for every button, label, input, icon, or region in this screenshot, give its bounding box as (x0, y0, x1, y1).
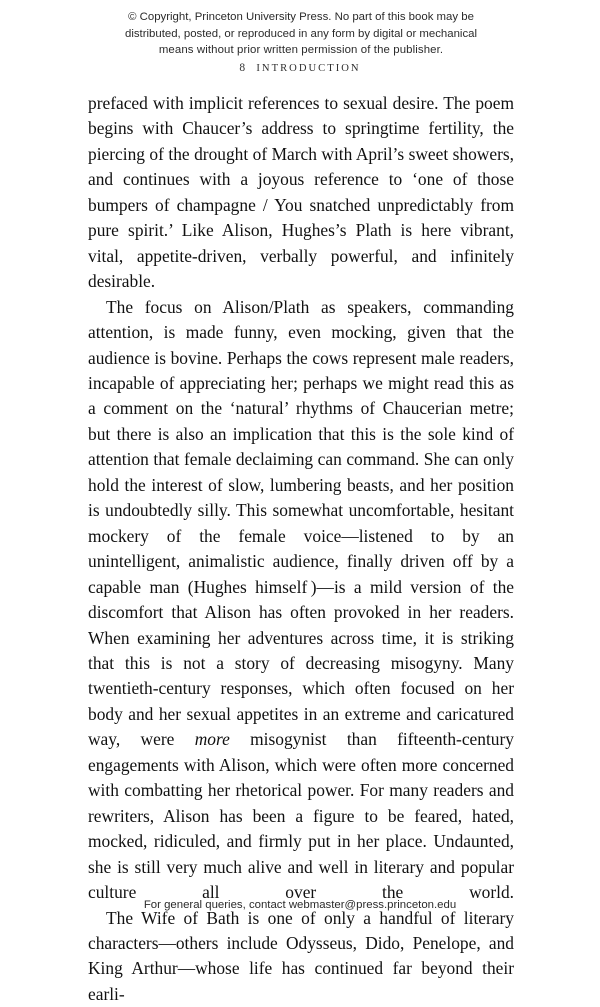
body-paragraph-1 (88, 91, 514, 295)
running-head-title: INTRODUCTION (256, 63, 360, 74)
copyright-notice-line-2: distributed, posted, or reproduced in any form by digital or mechanical (88, 26, 514, 43)
copyright-notice-line-1: © Copyright, Princeton University Press. No part of this book may be (88, 9, 514, 26)
page-number: 8 (239, 62, 245, 74)
paragraph-2-text-after-emphasis: misogynist than fifteenth-century engagements with Alison, which were often more concerned with combatting her rhetorical power. For many readers and rewriters, Alison has been a figure to be feared, hated, mocked, ridiculed, and firmly put in her place. Undaunted, she is still very much alive and well in literary and popular culture all over the world. (88, 729, 514, 902)
copyright-notice-line-3: means without prior written permission of the publisher. (88, 42, 514, 59)
body-paragraph-2 (88, 295, 514, 906)
page-footer (0, 899, 600, 911)
paragraph-1-text: prefaced with implicit references to sexual desire. The poem begins with Chaucer’s address to springtime fertility, the piercing of the drought of March with April’s sweet showers, and continues with a joyous reference to ‘one of those bumpers of champagne / You snatched unpredictably from pure spirit.’ Like Alison, Hughes’s Plath is here vibrant, vital, appetite-driven, verbally powerful, and infinitely desirable. (88, 93, 514, 291)
footer-queries-text: For general queries, contact webmaster@press.princeton.edu (144, 899, 456, 911)
running-head (0, 62, 600, 74)
paragraph-2-emphasis-word: more (195, 729, 230, 749)
paragraph-2-text-before-emphasis: The focus on Alison/Plath as speakers, commanding attention, is made funny, even mocking, given that the audience is bovine. Perhaps the cows represent male readers, incapable of appreciating her; perhaps we might read this as a comment on the ‘natural’ rhythms of Chaucerian metre; but there is also an implication that this is the sole kind of attention that female declaiming can command. She can only hold the interest of slow, lumbering beasts, and her position is undoubtedly silly. This somewhat uncomfortable, hesitant mockery of the female voice—listened to by an unintelligent, animalistic audience, finally driven off by a capable man (Hughes himself )—is a mild version of the discomfort that Alison has often provoked in her readers. When examining her adventures across time, it is striking that this is not a story of decreasing misogyny. Many twentieth-century responses, which often focused on her body and her sexual appetites in an extreme and caricatured way, were (88, 297, 514, 750)
copyright-notice (88, 9, 514, 59)
paragraph-3-text: The Wife of Bath is one of only a handful of literary characters—others include Odysseus, Dido, Penelope, and King Arthur—whose life has continued far beyond their earli- (88, 908, 514, 1004)
body-paragraph-3 (88, 906, 514, 1007)
page-body-text (88, 91, 514, 1007)
